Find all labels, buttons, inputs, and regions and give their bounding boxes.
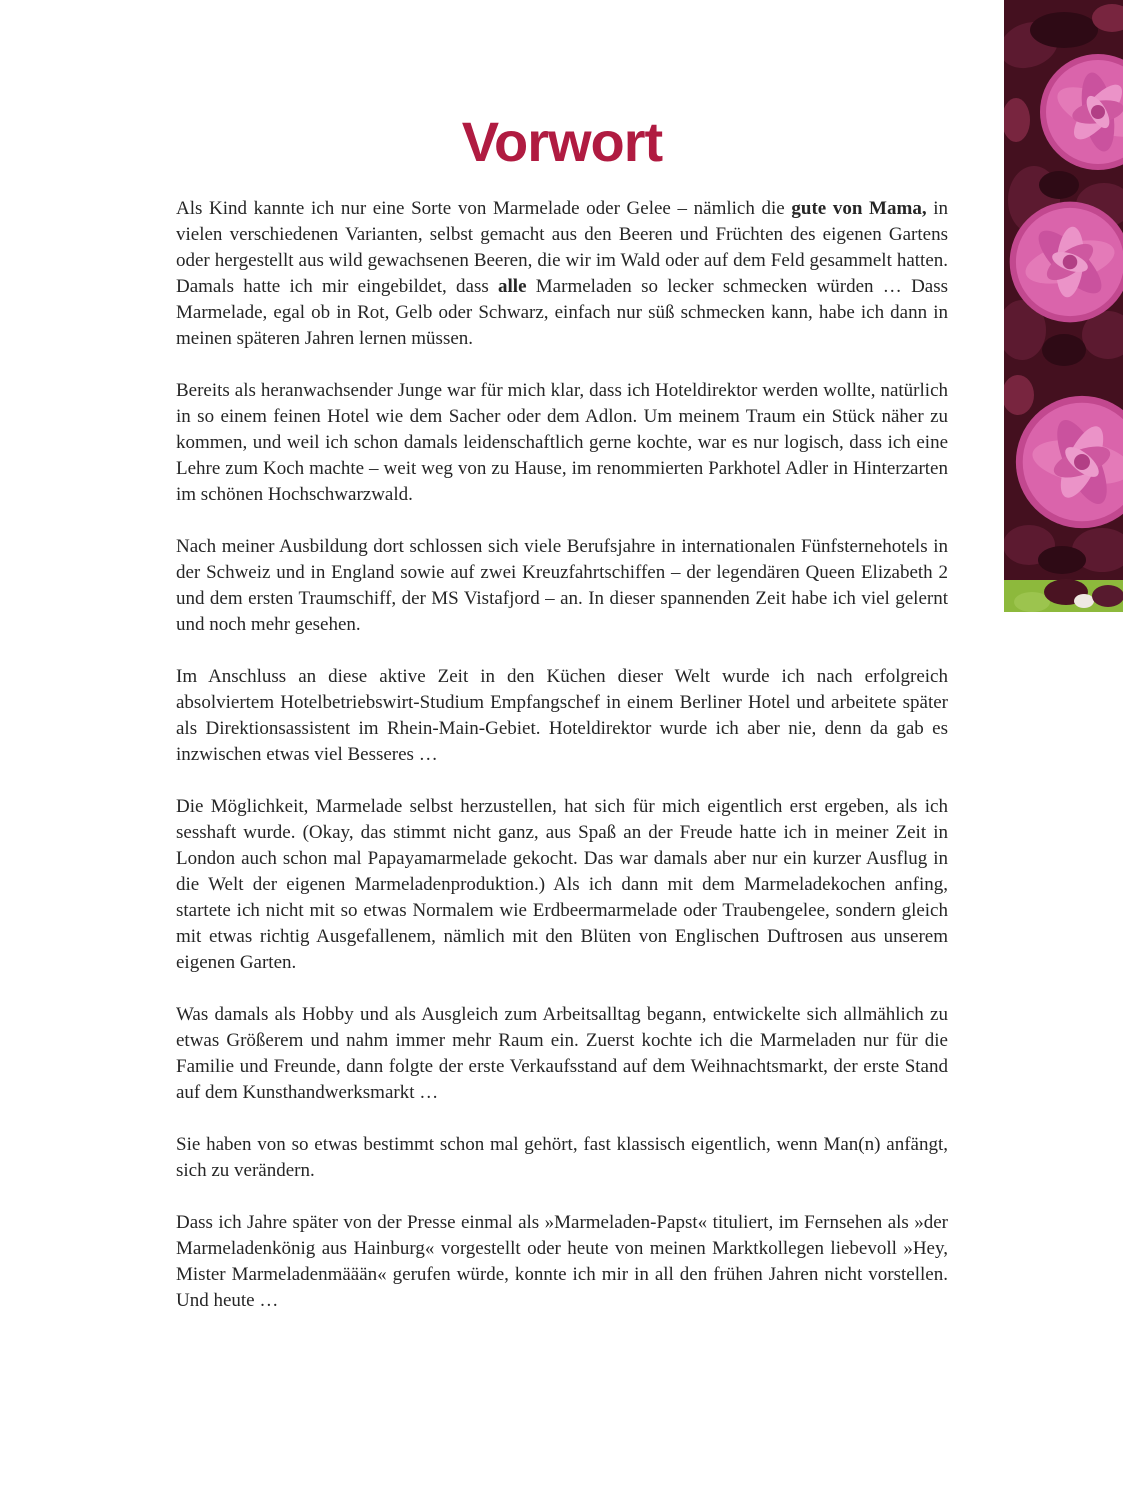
paragraph-1 xyxy=(176,196,948,352)
page-title: Vorwort xyxy=(461,110,663,173)
body-text: Sie haben von so etwas bestimmt schon mal gehört, fast klassisch eigentlich, wenn Man(n) anfängt, sich zu verändern. xyxy=(176,1134,948,1181)
paragraph-8 xyxy=(176,1210,948,1314)
paragraph-7 xyxy=(176,1132,948,1184)
body-text: Als Kind kannte ich nur eine Sorte von Marmelade oder Gelee – nämlich die xyxy=(176,198,792,219)
body-text: Marmeladen so lecker schmecken würden … Dass Marmelade, egal ob in Rot, Gelb oder Schwarz, einfach nur süß schmecken kann, habe ich dann in meinen späteren Jahren lernen müssen. xyxy=(176,276,949,349)
roses-image xyxy=(1004,0,1123,612)
paragraph-5 xyxy=(176,794,948,976)
preface-paragraphs xyxy=(176,196,948,1314)
body-text: Was damals als Hobby und als Ausgleich zum Arbeitsalltag begann, entwickelte sich allmählich zu etwas Größerem und nahm immer mehr Raum ein. Zuerst kochte ich die Marmeladen nur für die Familie und Freunde, dann folgte der erste Verkaufsstand auf dem Weihnachtsmarkt, der erste Stand auf dem Kunsthandwerksmarkt … xyxy=(176,1004,948,1103)
body-text: Im Anschluss an diese aktive Zeit in den Küchen dieser Welt wurde ich nach erfolgreich absolviertem Hotelbetriebswirt-Studium Empfangschef in einem Berliner Hotel und arbeitete später als Direktionsassistent im Rhein-Main-Gebiet. Hoteldirektor wurde ich aber nie, denn da gab es inzwischen etwas viel Besseres … xyxy=(176,666,948,765)
bold-text: gute von Mama, xyxy=(791,198,927,219)
paragraph-3 xyxy=(176,534,948,638)
bold-text: alle xyxy=(498,276,527,297)
body-text: in vielen verschiedenen Varianten, selbst gemacht aus den Beeren und Früchten des eigenen Gartens oder hergestellt aus wild gewachsenen Beeren, die wir im Wald oder auf dem Feld gesammelt hatten. Damals hatte ich mir eingebildet, dass xyxy=(176,198,949,297)
body-text: Die Möglichkeit, Marmelade selbst herzustellen, hat sich für mich eigentlich erst ergeben, als ich sesshaft wurde. (Okay, das stimmt nicht ganz, aus Spaß an der Freude hatte ich in meiner Zeit in London auch schon mal Papayamarmelade gekocht. Das war damals aber nur ein kurzer Ausflug in die Welt der eigenen Marmeladenproduktion.) Als ich dann mit dem Marmeladekochen anfing, startete ich nicht mit so etwas Normalem wie Erdbeermarmelade oder Traubengelee, sondern gleich mit etwas richtig Ausgefallenem, nämlich mit den Blüten von Englischen Duftrosen aus unserem eigenen Garten. xyxy=(176,796,948,973)
rose-photo-strip xyxy=(1004,0,1123,612)
body-text: Bereits als heranwachsender Junge war für mich klar, dass ich Hoteldirektor werden wollte, natürlich in so einem feinen Hotel wie dem Sacher oder dem Adlon. Um meinem Traum ein Stück näher zu kommen, und weil ich schon damals leidenschaftlich gerne kochte, war es nur logisch, dass ich eine Lehre zum Koch machte – weit weg von zu Hause, im renommierten Parkhotel Adler in Hinterzarten im schönen Hochschwarzwald. xyxy=(176,380,948,505)
paragraph-4 xyxy=(176,664,948,768)
paragraph-2 xyxy=(176,378,948,508)
paragraph-6 xyxy=(176,1002,948,1106)
body-text: Dass ich Jahre später von der Presse einmal als »Marmeladen-Papst« tituliert, im Fernsehen als »der Marmeladenkönig aus Hainburg« vorgestellt oder heute von meinen Marktkollegen liebevoll »Hey, Mister Marmeladenmäään« gerufen würde, konnte ich mir in all den frühen Jahren nicht vorstellen. Und heute … xyxy=(176,1212,948,1311)
body-text: Nach meiner Ausbildung dort schlossen sich viele Berufsjahre in internationalen Fünfsternehotels in der Schweiz und in England sowie auf zwei Kreuzfahrtschiffen – der legendären Queen Elizabeth 2 und dem ersten Traumschiff, der MS Vistafjord – an. In dieser spannenden Zeit habe ich viel gelernt und noch mehr gesehen. xyxy=(176,536,948,635)
